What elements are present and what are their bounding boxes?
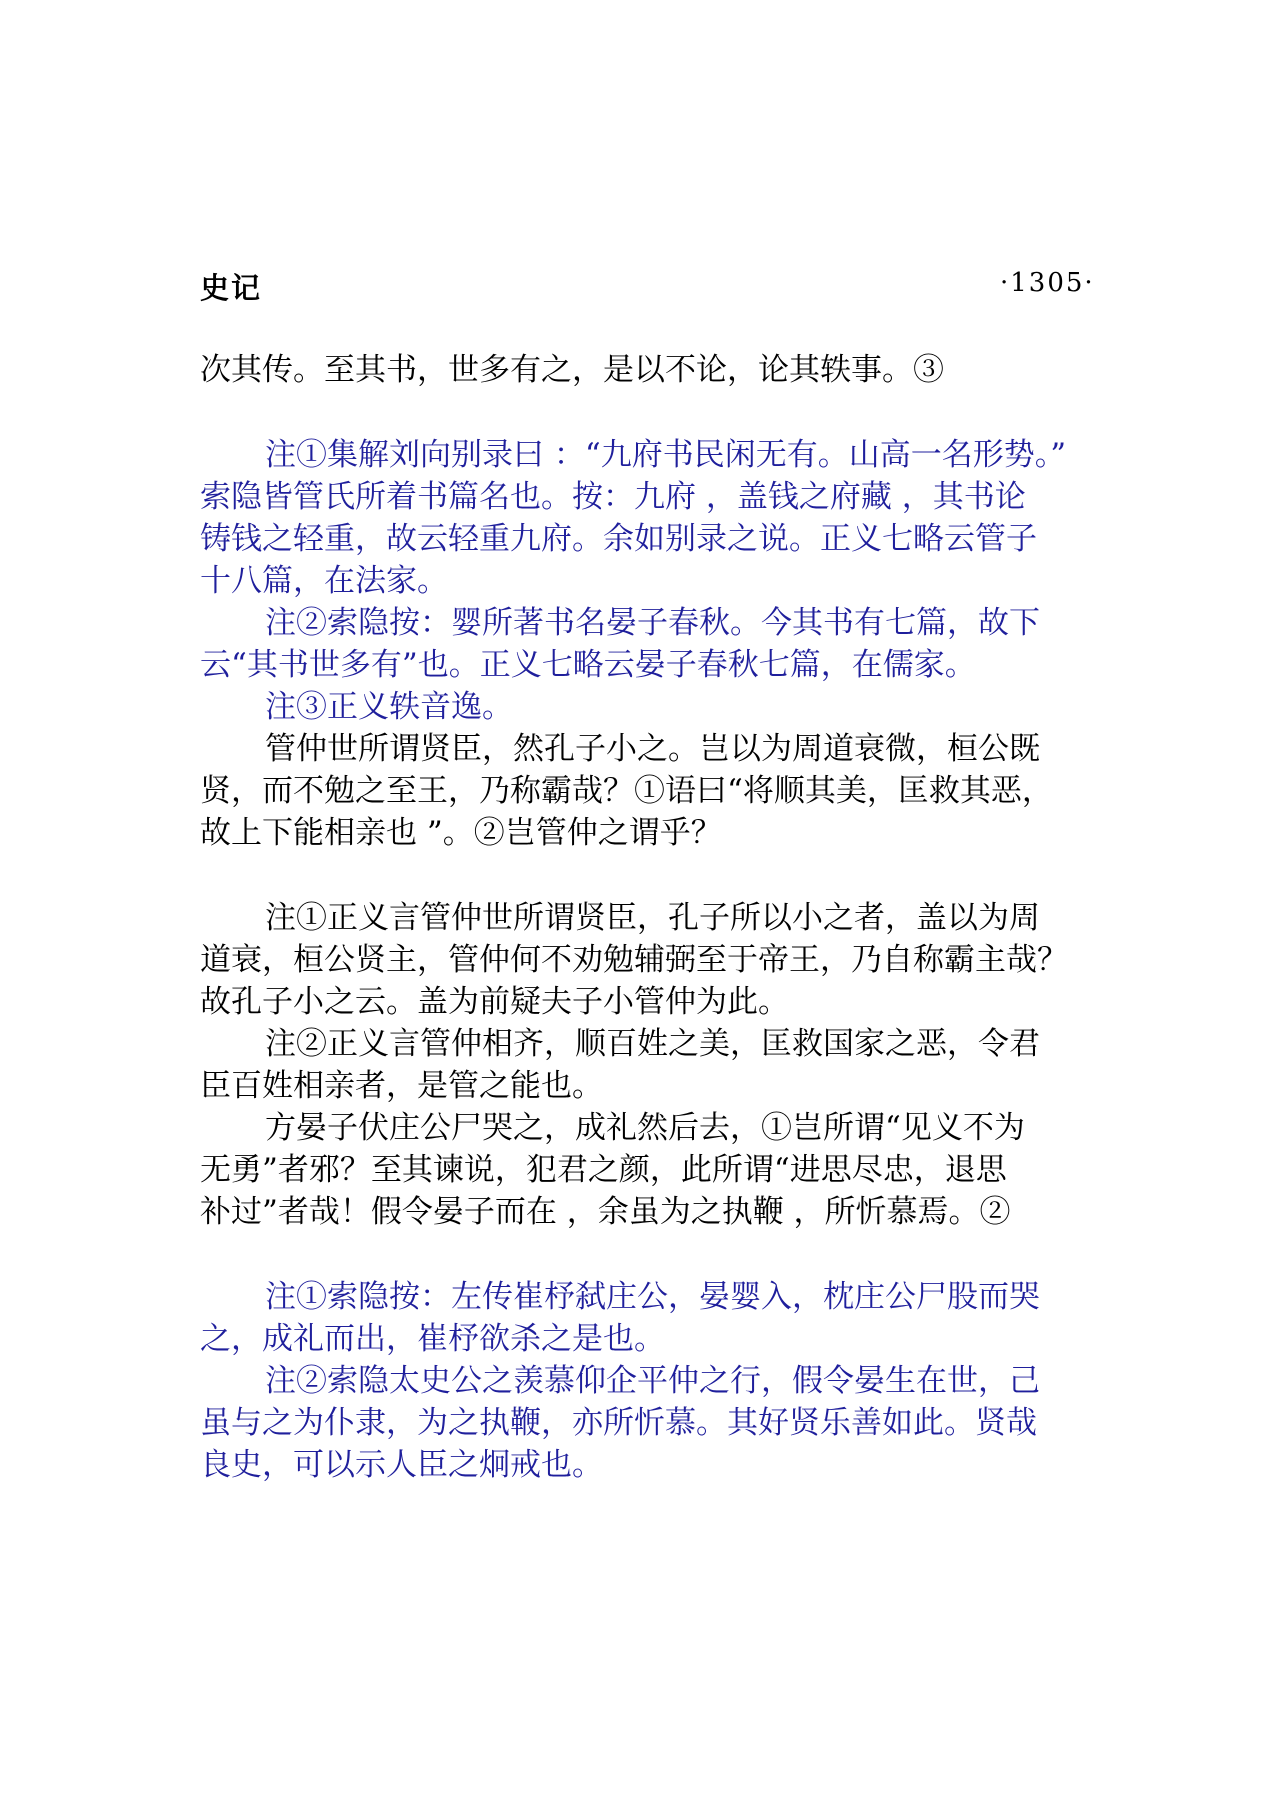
annotation-line: 道衰，桓公贤主，管仲何不劝勉辅弼至于帝王，乃自称霸主哉？ [200, 942, 1068, 978]
annotation-line: 之，成礼而出，崔杼欲杀之是也。 [200, 1321, 665, 1357]
main-text-line: 方晏子伏庄公尸哭之，成礼然后去，①岂所谓“见义不为 [265, 1110, 1025, 1146]
annotation-line: 良史，可以示人臣之炯戒也。 [200, 1447, 603, 1483]
annotation-line: 注①集解刘向别录曰 ：“九府书民闲无有。山高一名形势。” [265, 437, 1067, 473]
main-text-line: 贤，而不勉之至王，乃称霸哉？①语曰“将顺其美，匡救其恶， [200, 773, 1053, 809]
main-text-line: 补过”者哉！假令晏子而在 ，余虽为之执鞭 ，所忻慕焉。② [200, 1194, 1011, 1230]
annotation-line: 臣百姓相亲者，是管之能也。 [200, 1068, 603, 1104]
main-text-line: 次其传。至其书，世多有之，是以不论，论其轶事。③ [200, 352, 944, 388]
main-text-line: 故上下能相亲也 ”。②岂管仲之谓乎？ [200, 815, 722, 851]
annotation-line: 故孔子小之云。盖为前疑夫子小管仲为此。 [200, 984, 789, 1020]
annotation-line: 注②索隐太史公之羡慕仰企平仲之行，假令晏生在世，己 [265, 1363, 1040, 1399]
annotation-line: 虽与之为仆隶，为之执鞭，亦所忻慕。其好贤乐善如此。贤哉 [200, 1405, 1037, 1441]
annotation-line: 注③正义轶音逸。 [265, 689, 513, 725]
annotation-line: 云“其书世多有”也。正义七略云晏子春秋七篇，在儒家。 [200, 647, 976, 683]
page-number: ·1305· [1000, 268, 1095, 298]
main-text-line: 管仲世所谓贤臣，然孔子小之。岂以为周道衰微，桓公既 [265, 731, 1040, 767]
annotation-line: 索隐皆管氏所着书篇名也。按：九府 ，盖钱之府藏 ，其书论 [200, 479, 1026, 515]
annotation-line: 十八篇，在法家。 [200, 563, 448, 599]
annotation-line: 铸钱之轻重，故云轻重九府。余如别录之说。正义七略云管子 [200, 521, 1037, 557]
book-title: 史记 [200, 271, 263, 305]
annotation-line: 注②索隐按：婴所著书名晏子春秋。今其书有七篇，故下 [265, 605, 1040, 641]
annotation-line: 注①正义言管仲世所谓贤臣，孔子所以小之者，盖以为周 [265, 900, 1040, 936]
annotation-line: 注②正义言管仲相齐，顺百姓之美，匡救国家之恶，令君 [265, 1026, 1040, 1062]
main-text-line: 无勇”者邪？至其谏说，犯君之颜，此所谓“进思尽忠，退思 [200, 1152, 1007, 1188]
annotation-line: 注①索隐按：左传崔杼弑庄公，晏婴入，枕庄公尸股而哭 [265, 1279, 1040, 1315]
